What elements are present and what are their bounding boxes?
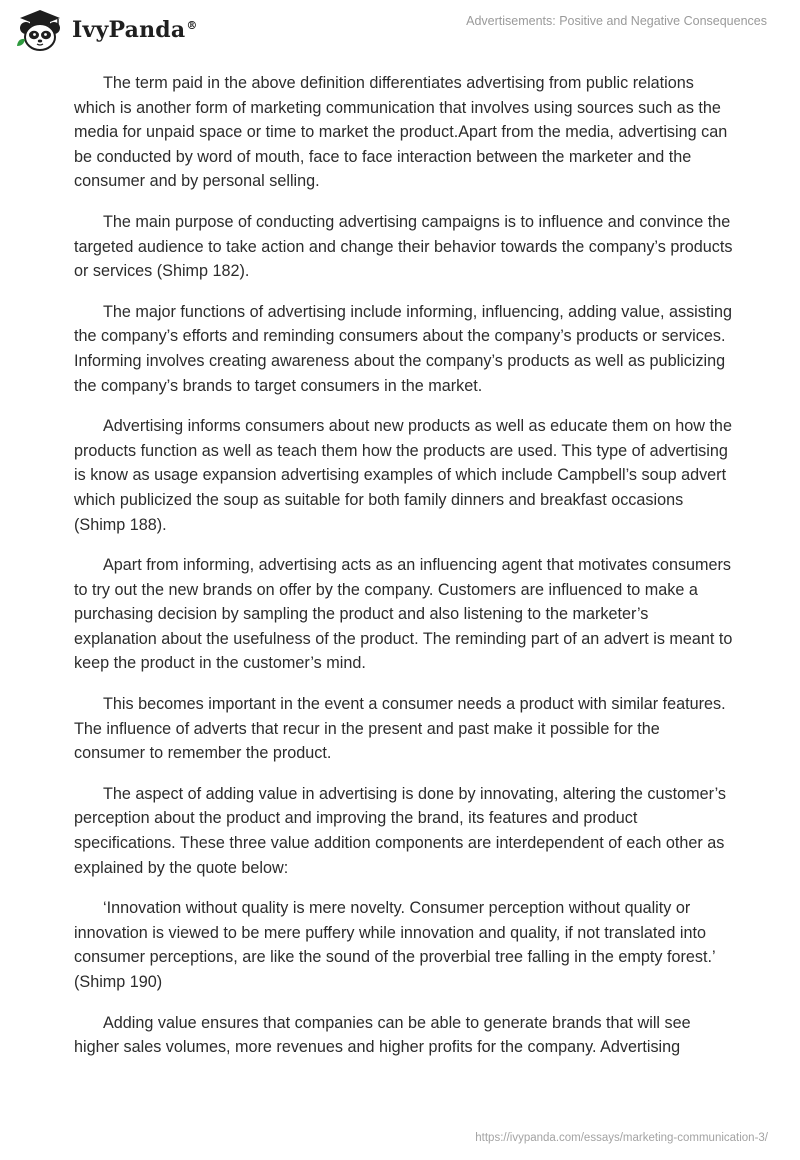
article-body — [74, 71, 734, 1076]
panda-logo-icon — [14, 8, 66, 52]
paragraph: This becomes important in the event a consumer needs a product with similar features. The influence of adverts that recur in the present and past make it possible for the consumer to remember the product. — [74, 695, 726, 763]
ivypanda-logo[interactable] — [14, 8, 198, 52]
paragraph: The major functions of advertising include informing, influencing, adding value, assisting the company’s efforts and reminding consumers about the company’s products or services. Informing involves creating awareness about the company’s products as well as publicizing the company’s brands to target consumers in the market. — [74, 302, 732, 395]
block-quote: ‘Innovation without quality is mere novelty. Consumer perception without quality or innovation is viewed to be mere puffery while innovation and quality, if not translated into consumer perceptions, are like the sound of the proverbial tree falling in the empty forest.’ (Shimp 190) — [74, 899, 715, 991]
page-header — [0, 0, 800, 60]
paragraph: The main purpose of conducting advertising campaigns is to influence and convince the targeted audience to take action and change their behavior towards the company’s products or services (Shimp 182). — [74, 212, 733, 281]
document-title: Advertisements: Positive and Negative Consequences — [466, 14, 767, 28]
paragraph: Advertising informs consumers about new products as well as educate them on how the products function as well as teach them how the products are used. This type of advertising is know as usage expansion advertising examples of which include Campbell’s soup advert which publicized the soup as suitable for both family dinners and breakfast occasions (Shimp 188). — [74, 417, 732, 534]
paragraph: The aspect of adding value in advertising is done by innovating, altering the customer’s perception about the product and improving the brand, its features and product specifications. These three value addition components are interdependent of each other as explained by the quote below: — [74, 784, 726, 877]
paragraph: Adding value ensures that companies can be able to generate brands that will see higher sales volumes, more revenues and higher profits for the company. Advertising — [74, 1013, 691, 1057]
footer-source-url[interactable]: https://ivypanda.com/essays/marketing-communication-3/ — [475, 1132, 768, 1144]
paragraph: The term paid in the above definition differentiates advertising from public relations which is another form of marketing communication that involves using sources such as the media for unpaid space or time to market the product.Apart from the media, advertising can be conducted by word of mouth, face to face interaction between the marketer and the consumer and by personal selling. — [74, 74, 728, 191]
registered-mark: ® — [186, 18, 198, 32]
brand-name: IvyPanda® — [72, 17, 198, 43]
paragraph: Apart from informing, advertising acts as an influencing agent that motivates consumers to try out the new brands on offer by the company. Customers are influenced to make a purchasing decision by sampling the product and also listening to the marketer’s explanation about the usefulness of the product. The reminding part of an advert is meant to keep the product in the customer’s mind. — [74, 556, 733, 673]
